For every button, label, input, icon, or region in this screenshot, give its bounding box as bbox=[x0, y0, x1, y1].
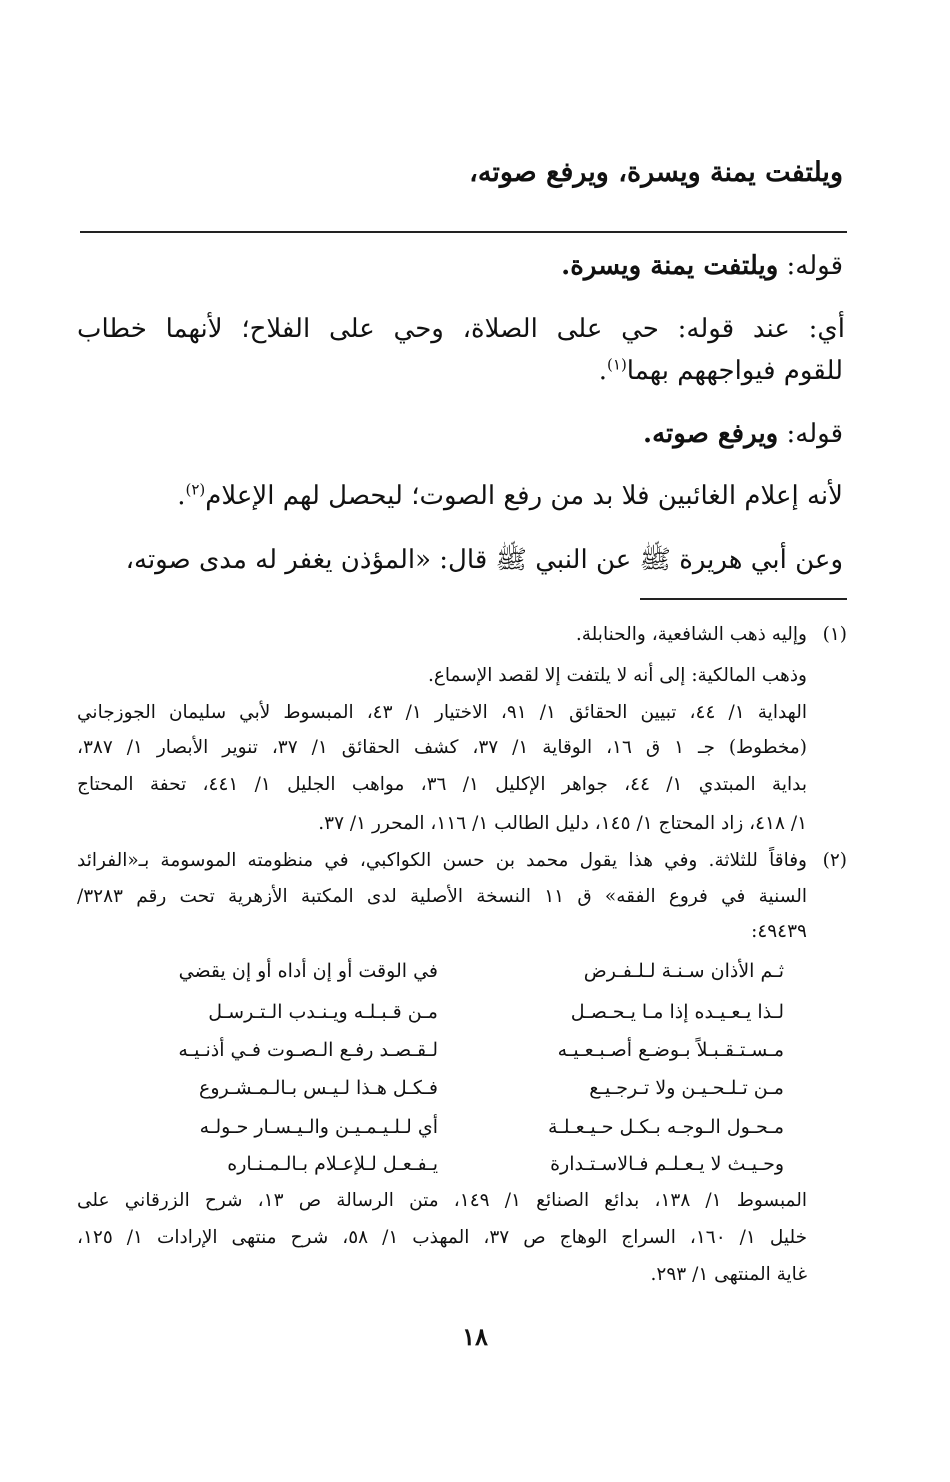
quote-prefix: قوله: bbox=[778, 419, 843, 449]
verse-hemistich-left: يـفـعـل لـلإعـلام بـالـمـنـاره bbox=[227, 1153, 438, 1175]
body-line-2: أي: عند قوله: حي على الصلاة، وحي على الفلاح؛ لأنهما خطاب bbox=[77, 314, 845, 344]
footnote-marker-2: (٢) bbox=[822, 850, 847, 871]
footnote-ref-1[interactable]: (١) bbox=[607, 355, 627, 374]
footnote-ref-2[interactable]: (٢) bbox=[185, 480, 206, 499]
footnote-marker-1: (١) bbox=[822, 624, 847, 645]
footnote-1-line: وإليه ذهب الشافعية، والحنابلة. bbox=[575, 624, 807, 645]
verse-hemistich-right: لـذا يـعـيـده إذا مـا يـحـصـل bbox=[570, 1001, 784, 1023]
matn-phrase: ويلتفت يمنة ويسرة. bbox=[561, 251, 779, 281]
footnote-1-line: بداية المبتدي ١/ ٤٤، جواهر الإكليل ١/ ٣٦، مواهب الجليل ١/ ٤٤١، تحفة المحتاج bbox=[77, 774, 807, 795]
header-divider bbox=[80, 231, 847, 233]
verse-hemistich-left: في الوقت أو إن أداه أو إن يقضي bbox=[178, 960, 438, 982]
footnote-2-line: السنية في فروع الفقه» ق ١١ النسخة الأصلية لدى المكتبة الأزهرية تحت رقم ٣٢٨٣/ bbox=[77, 886, 807, 907]
footnote-1-line: الهداية ١/ ٤٤، تبيين الحقائق ١/ ٩١، الاختيار ١/ ٤٣، المبسوط لأبي سليمان الجوزجاني bbox=[77, 702, 807, 723]
body-text: للقوم فيواجههم بهما bbox=[626, 356, 843, 386]
footnote-1-line: ١/ ٤١٨، زاد المحتاج ١/ ١٤٥، دليل الطالب ١/ ١١٦، المحرر ١/ ٣٧. bbox=[318, 813, 807, 834]
verse-hemistich-left: أي لـلـيـمـيـن والـيـسـار حـولـه bbox=[199, 1116, 438, 1138]
verse-hemistich-right: مـسـتـقـبـلاً بـوضـع أصـبـعـيـه bbox=[557, 1039, 784, 1061]
quote-prefix: قوله: bbox=[778, 251, 843, 281]
footnote-1-line: وذهب المالكية: إلى أنه لا يلتفت إلا لقصد الإسماع. bbox=[427, 665, 807, 686]
footnote-2-line: غاية المنتهى ١/ ٢٩٣. bbox=[650, 1264, 807, 1285]
body-line-6: وعن أبي هريرة ﷺ عن النبي ﷺ قال: «المؤذن يغفر له مدى صوته، bbox=[125, 545, 843, 575]
body-text: لأنه إعلام الغائبين فلا بد من رفع الصوت؛ ليحصل لهم الإعلام bbox=[205, 481, 843, 511]
body-line-3 bbox=[78, 356, 843, 386]
verse-hemistich-left: مـن قـبـلـه ويـنـدب الـتـرسـل bbox=[208, 1001, 438, 1023]
body-line-4 bbox=[78, 419, 843, 449]
footnote-2-line: المبسوط ١/ ١٣٨، بدائع الصنائع ١/ ١٤٩، متن الرسالة ص ١٣، شرح الزرقاني على bbox=[77, 1190, 807, 1211]
matn-phrase: ويرفع صوته. bbox=[643, 419, 779, 449]
body-line-5 bbox=[78, 481, 843, 511]
verse-hemistich-right: وحـيـث لا يـعـلـم فـالاسـتـدارة bbox=[550, 1153, 784, 1175]
footnote-2-line: خليل ١/ ١٦٠، السراج الوهاج ص ٣٧، المهذب ١/ ٥٨، شرح منتهى الإرادات ١/ ١٢٥، bbox=[77, 1227, 807, 1248]
body-period: . bbox=[598, 356, 608, 386]
footnote-2-line: وفاقاً للثلاثة. وفي هذا يقول محمد بن حسن الكواكبي، في منظومته الموسومة بـ«الفرائد bbox=[77, 850, 807, 871]
footnote-divider bbox=[640, 598, 847, 600]
running-header: ويلتفت يمنة ويسرة، ويرفع صوته، bbox=[469, 157, 843, 188]
body-line-1 bbox=[78, 251, 843, 281]
verse-hemistich-right: ثـم الأذان سـنـة لـلـفـرض bbox=[583, 960, 784, 982]
verse-hemistich-left: فـكـل هـذا لـيـس بـالـمـشـروع bbox=[199, 1077, 438, 1099]
verse-hemistich-right: مـحـول الـوجـه بـكـل حـيـعـلـة bbox=[548, 1116, 784, 1138]
body-period: . bbox=[177, 481, 186, 511]
footnote-2-line: ٤٩٤٣٩: bbox=[751, 921, 807, 942]
footnote-1-line: (مخطوط) جـ ١ ق ١٦، الوقاية ١/ ٣٧، كشف الحقائق ١/ ٣٧، تنوير الأبصار ١/ ٣٨٧، bbox=[77, 737, 807, 758]
verse-hemistich-right: مـن تـلـحـيـن ولا تـرجـيـع bbox=[589, 1077, 784, 1099]
page-number: ١٨ bbox=[462, 1322, 488, 1351]
verse-hemistich-left: لـقـصـد رفـع الـصـوت فـي أذنـيـه bbox=[178, 1039, 438, 1061]
